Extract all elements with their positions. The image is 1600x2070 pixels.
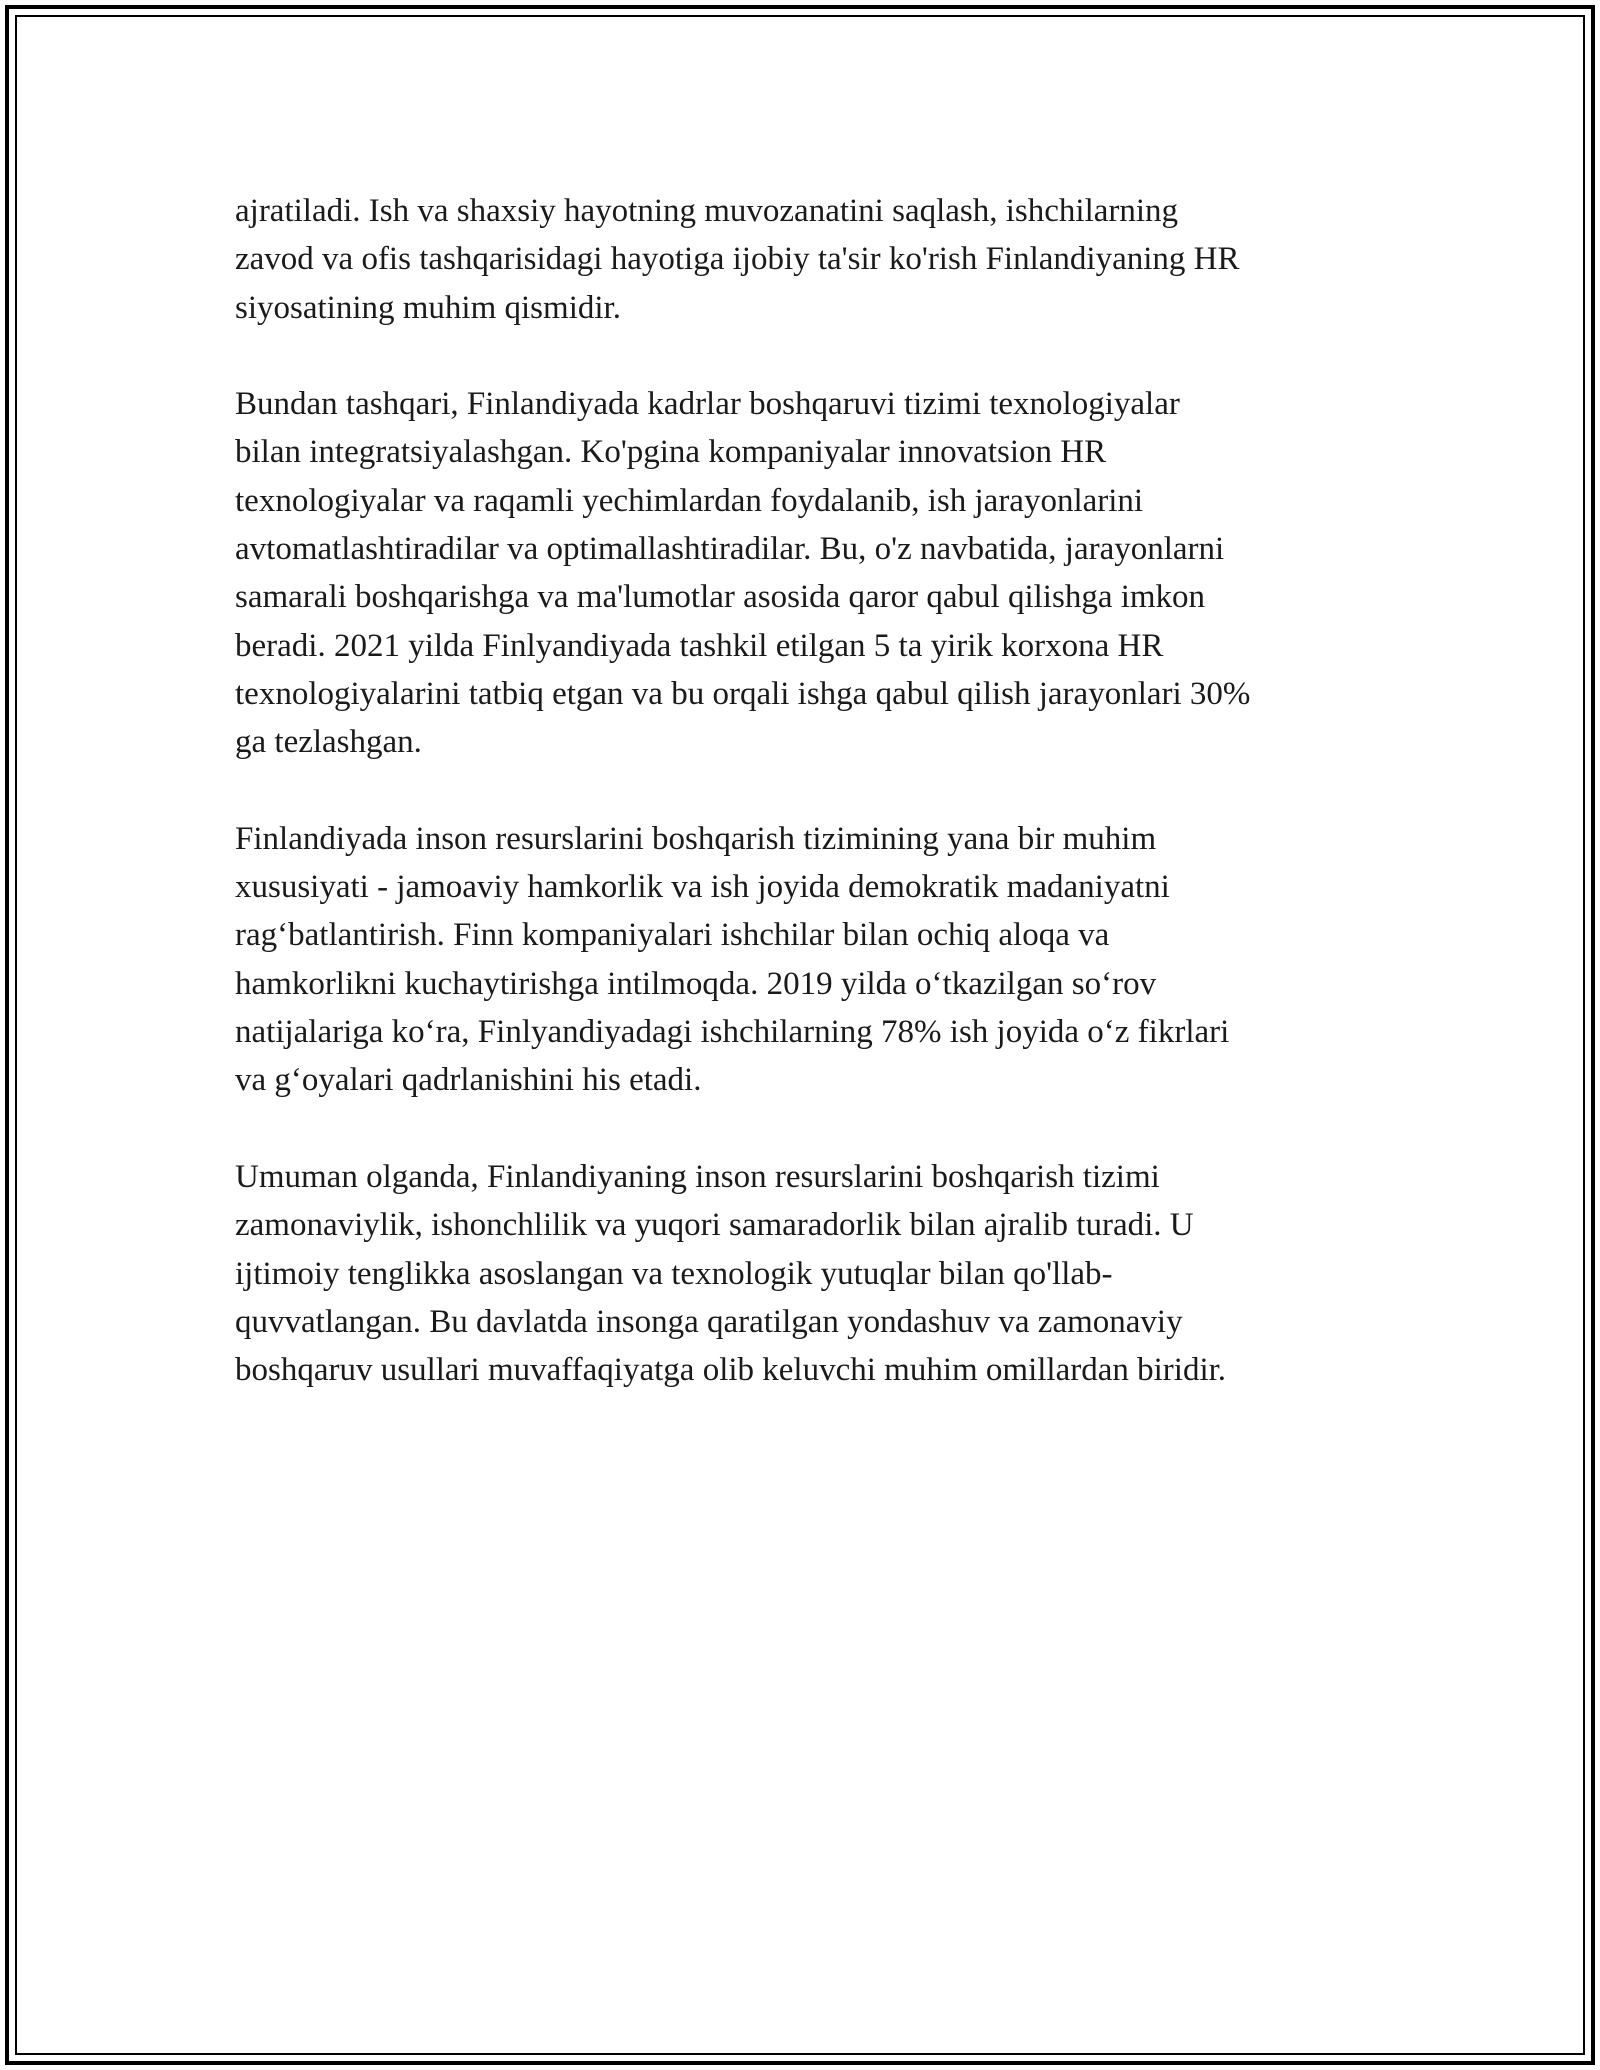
- paragraph-4: [235, 1153, 1385, 1394]
- text-line: samarali boshqarishga va ma'lumotlar asosida qaror qabul qilishga imkon: [235, 579, 1206, 616]
- text-line: xususiyati - jamoaviy hamkorlik va ish joyida demokratik madaniyatni: [235, 869, 1170, 906]
- text-line: Finlandiyada inson resurslarini boshqarish tizimining yana bir muhim: [235, 820, 1157, 857]
- text-line: ajratiladi. Ish va shaxsiy hayotning muvozanatini saqlash, ishchilarning: [235, 193, 1179, 229]
- paragraph-1: [235, 187, 1385, 332]
- text-line: hamkorlikni kuchaytirishga intilmoqda. 2019 yilda o‘tkazilgan so‘rov: [235, 965, 1157, 1002]
- text-line: bilan integratsiyalashgan. Ko'pgina kompaniyalar innovatsion HR: [235, 434, 1107, 471]
- text-line: texnologiyalarini tatbiq etgan va bu orqali ishga qabul qilish jarayonlari 30%: [235, 675, 1251, 712]
- text-line: avtomatlashtiradilar va optimallashtiradilar. Bu, o'z navbatida, jarayonlarni: [235, 531, 1225, 568]
- paragraph-2: [235, 380, 1385, 766]
- text-line: beradi. 2021 yilda Finlyandiyada tashkil etilgan 5 ta yirik korxona HR: [235, 627, 1164, 664]
- text-line: zamonaviylik, ishonchlilik va yuqori samaradorlik bilan ajralib turadi. U: [235, 1207, 1194, 1244]
- text-line: zavod va ofis tashqarisidagi hayotiga ijobiy ta'sir ko'rish Finlandiyaning HR: [235, 241, 1240, 278]
- text-line: Bundan tashqari, Finlandiyada kadrlar boshqaruvi tizimi texnologiyalar: [235, 386, 1180, 423]
- text-line: va g‘oyalari qadrlanishini his etadi.: [235, 1062, 702, 1099]
- text-line: ijtimoiy tenglikka asoslangan va texnologik yutuqlar bilan qo'llab-: [235, 1255, 1113, 1292]
- text-line: natijalariga ko‘ra, Finlyandiyadagi ishchilarning 78% ish joyida o‘z fikrlari: [235, 1014, 1230, 1051]
- text-line: rag‘batlantirish. Finn kompaniyalari ishchilar bilan ochiq aloqa va: [235, 917, 1110, 954]
- paragraph-3: [235, 815, 1385, 1105]
- document-body: [235, 187, 1385, 1443]
- text-line: boshqaruv usullari muvaffaqiyatga olib keluvchi muhim omillardan biridir.: [235, 1352, 1227, 1389]
- text-line: texnologiyalar va raqamli yechimlardan foydalanib, ish jarayonlarini: [235, 482, 1144, 519]
- text-line: siyosatining muhim qismidir.: [235, 289, 621, 326]
- text-line: Umuman olganda, Finlandiyaning inson resurslarini boshqarish tizimi: [235, 1158, 1160, 1195]
- text-line: ga tezlashgan.: [235, 724, 422, 761]
- text-line: quvvatlangan. Bu davlatda insonga qaratilgan yondashuv va zamonaviy: [235, 1303, 1183, 1340]
